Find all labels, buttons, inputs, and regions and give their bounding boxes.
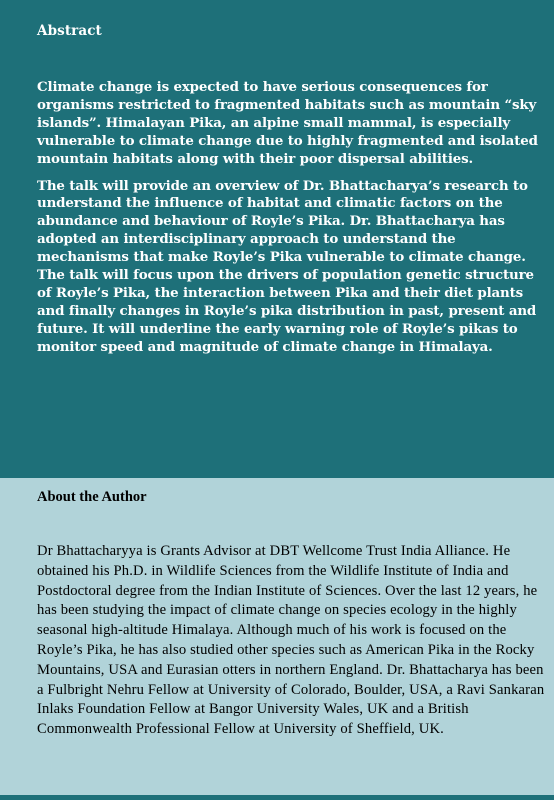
abstract-body bbox=[37, 79, 543, 366]
abstract-heading: Abstract bbox=[37, 23, 102, 39]
bottom-border-strip bbox=[0, 795, 554, 800]
abstract-paragraph-2: The talk will provide an overview of Dr. Bhattacharya’s research to understand the influence of habitat and climatic factors on the abundance and behaviour of Royle’s Pika. Dr. Bhattacharya has adopted an interdisciplinary approach to understand the mechanisms that make Royle’s Pika vulnerable to climate change. The talk will focus upon the drivers of population genetic structure of Royle’s Pika, the interaction between Pika and their diet plants and finally changes in Royle’s pika distribution in past, present and future. It will underline the early warning role of Royle’s pikas to monitor speed and magnitude of climate change in Himalaya. bbox=[37, 177, 537, 355]
author-bio: Dr Bhattacharyya is Grants Advisor at DBT Wellcome Trust India Alliance. He obtained his Ph.D. in Wildlife Sciences from the Wildlife Institute of India and Postdoctoral degree from the Indian Institute of Sciences. Over the last 12 years, he has been studying the impact of climate change on species ecology in the highly seasonal high-altitude Himalaya. Although much of his work is focused on the Royle’s Pika, he has also studied other species such as American Pika in the Rocky Mountains, USA and Eurasian otters in northern England. Dr. Bhattacharya has been a Fulbright Nehru Fellow at University of Colorado, Boulder, USA, a Ravi Sankaran Inlaks Foundation Fellow at Bangor University Wales, UK and a British Commonwealth Professional Fellow at University of Sheffield, UK. bbox=[37, 543, 545, 738]
abstract-paragraph-1: Climate change is expected to have serious consequences for organisms restricted to fragmented habitats such as mountain “sky islands”. Himalayan Pika, an alpine small mammal, is especially vulnerable to climate change due to highly fragmented and isolated mountain habitats along with their poor dispersal abilities. bbox=[37, 79, 538, 167]
about-author-heading: About the Author bbox=[37, 489, 147, 505]
